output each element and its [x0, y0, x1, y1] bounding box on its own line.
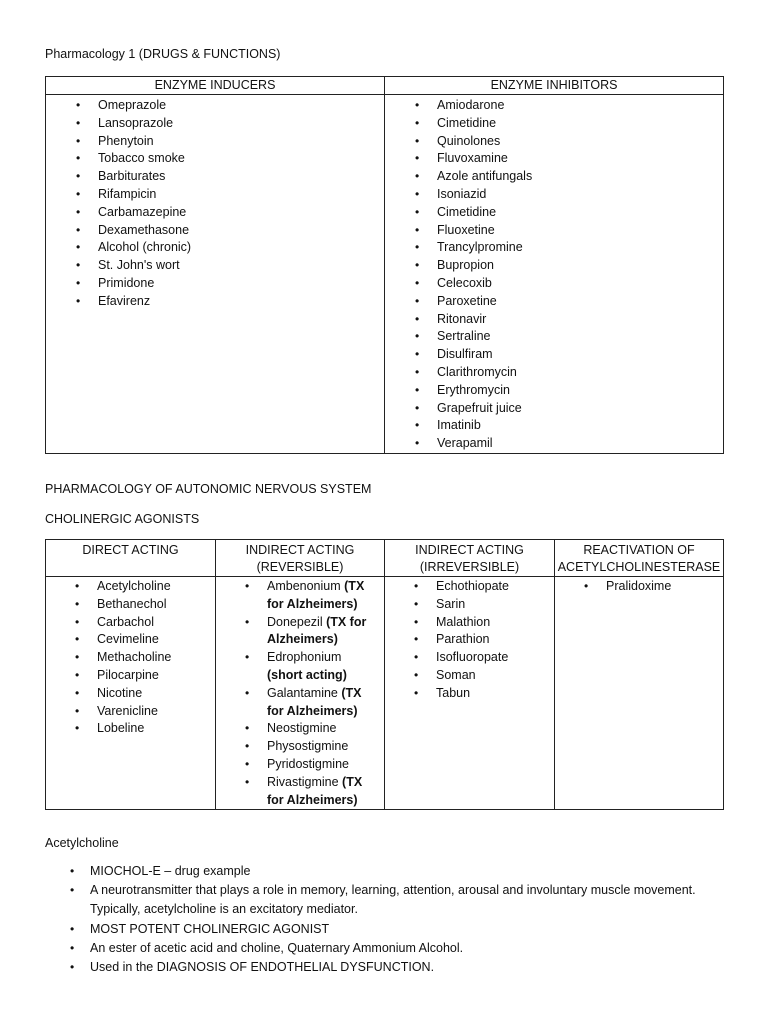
inducer-item: • Dexamethasone: [98, 222, 384, 240]
reversible-agent-item: [267, 578, 384, 614]
irreversible-agent-item: • Sarin: [436, 596, 554, 614]
enzyme-inducers-list: [46, 95, 384, 311]
direct-agonist-item: • Bethanechol: [97, 596, 215, 614]
acetylcholine-point: • MOST POTENT CHOLINERGIC AGONIST: [90, 920, 730, 939]
indirect-irreversible-header: INDIRECT ACTING (IRREVERSIBLE): [385, 540, 555, 577]
inducer-item: • Carbamazepine: [98, 204, 384, 222]
reversible-agent-item: [267, 756, 384, 774]
inhibitor-item: • Imatinib: [437, 417, 723, 435]
irreversible-agent-item: • Isofluoropate: [436, 649, 554, 667]
indirect-reversible-list: [216, 577, 384, 809]
drug-name: Neostigmine: [267, 721, 337, 736]
reactivator-item: • Pralidoxime: [606, 578, 723, 596]
direct-acting-header: DIRECT ACTING: [46, 540, 216, 577]
irreversible-agent-item: • Tabun: [436, 685, 554, 703]
inhibitor-item: • Paroxetine: [437, 293, 723, 311]
drug-note: (TX for Alzheimers): [267, 685, 362, 718]
inhibitor-item: • Cimetidine: [437, 115, 723, 133]
inhibitor-item: • Isoniazid: [437, 186, 723, 204]
inhibitor-item: • Cimetidine: [437, 204, 723, 222]
acetylcholine-point: • An ester of acetic acid and choline, Quaternary Ammonium Alcohol.: [90, 939, 730, 958]
ans-heading: PHARMACOLOGY OF AUTONOMIC NERVOUS SYSTEM: [45, 482, 372, 496]
indirect-irreversible-list: [385, 577, 554, 703]
drug-name: Galantamine: [267, 685, 338, 700]
inhibitor-item: • Fluoxetine: [437, 222, 723, 240]
irreversible-agent-item: • Parathion: [436, 631, 554, 649]
drug-note: (TX for Alzheimers): [267, 614, 367, 647]
reversible-agent-item: [267, 614, 384, 650]
irreversible-agent-item: • Echothiopate: [436, 578, 554, 596]
page-title: Pharmacology 1 (DRUGS & FUNCTIONS): [45, 47, 281, 61]
acetylcholine-point: • MIOCHOL-E – drug example: [90, 862, 730, 881]
inducer-item: • Phenytoin: [98, 133, 384, 151]
inhibitor-item: • Ritonavir: [437, 311, 723, 329]
inhibitor-item: • Erythromycin: [437, 382, 723, 400]
inhibitor-item: • Fluvoxamine: [437, 150, 723, 168]
acetylcholine-point: • A neurotransmitter that plays a role in memory, learning, attention, arousal and involuntary muscle movement. Typically, acetylcholine is an excitatory mediator.: [90, 881, 730, 919]
direct-agonist-item: • Cevimeline: [97, 631, 215, 649]
drug-name: Rivastigmine: [267, 774, 339, 789]
inducer-item: • Lansoprazole: [98, 115, 384, 133]
inducer-item: • Barbiturates: [98, 168, 384, 186]
direct-agonist-item: • Pilocarpine: [97, 667, 215, 685]
inhibitor-item: • Quinolones: [437, 133, 723, 151]
enzyme-inducers-cell: [46, 95, 385, 454]
inducer-item: • Primidone: [98, 275, 384, 293]
direct-agonist-item: • Carbachol: [97, 614, 215, 632]
enzyme-inhibitors-cell: [385, 95, 724, 454]
drug-name: Edrophonium: [267, 650, 342, 665]
inducer-item: • Efavirenz: [98, 293, 384, 311]
reactivation-list: [555, 577, 723, 596]
reversible-agent-item: [267, 685, 384, 721]
drug-note: (TX for Alzheimers): [267, 579, 365, 611]
reversible-agent-item: [267, 738, 384, 756]
inhibitor-item: • Sertraline: [437, 328, 723, 346]
direct-agonist-item: • Lobeline: [97, 720, 215, 738]
direct-agonist-item: • Acetylcholine: [97, 578, 215, 596]
enzyme-inhibitors-header: ENZYME INHIBITORS: [385, 77, 724, 95]
drug-name: Pyridostigmine: [267, 756, 349, 771]
reactivation-cell: [555, 577, 724, 810]
inhibitor-item: • Grapefruit juice: [437, 400, 723, 418]
inhibitor-item: • Clarithromycin: [437, 364, 723, 382]
acetylcholine-heading: Acetylcholine: [45, 836, 119, 850]
enzyme-inducers-header: ENZYME INDUCERS: [46, 77, 385, 95]
inhibitor-item: • Bupropion: [437, 257, 723, 275]
direct-acting-cell: [46, 577, 216, 810]
cholinergic-heading: CHOLINERGIC AGONISTS: [45, 512, 200, 526]
inhibitor-item: • Amiodarone: [437, 97, 723, 115]
enzyme-table: [45, 76, 724, 454]
reversible-agent-item: [267, 774, 384, 810]
reversible-agent-item: [267, 720, 384, 738]
indirect-reversible-header: INDIRECT ACTING (REVERSIBLE): [216, 540, 385, 577]
drug-name: Donepezil: [267, 614, 323, 629]
irreversible-agent-item: • Soman: [436, 667, 554, 685]
inhibitor-item: • Celecoxib: [437, 275, 723, 293]
direct-agonist-item: • Methacholine: [97, 649, 215, 667]
direct-agonist-item: • Varenicline: [97, 703, 215, 721]
drug-note: (TX for Alzheimers): [267, 774, 363, 807]
direct-acting-list: [46, 577, 215, 738]
reversible-agent-item: [267, 649, 384, 685]
inducer-item: • Tobacco smoke: [98, 150, 384, 168]
cholinergic-agonists-table: [45, 539, 724, 810]
indirect-irreversible-cell: [385, 577, 555, 810]
inducer-item: • Omeprazole: [98, 97, 384, 115]
enzyme-inhibitors-list: [385, 95, 723, 453]
acetylcholine-points: [90, 862, 730, 977]
inhibitor-item: • Disulfiram: [437, 346, 723, 364]
inducer-item: • Rifampicin: [98, 186, 384, 204]
drug-name: Physostigmine: [267, 739, 349, 754]
drug-note: (short acting): [267, 667, 347, 682]
inducer-item: • Alcohol (chronic): [98, 239, 384, 257]
inhibitor-item: • Verapamil: [437, 435, 723, 453]
drug-name: Ambenonium: [267, 579, 341, 593]
inhibitor-item: • Azole antifungals: [437, 168, 723, 186]
irreversible-agent-item: • Malathion: [436, 614, 554, 632]
direct-agonist-item: • Nicotine: [97, 685, 215, 703]
acetylcholine-point: • Used in the DIAGNOSIS OF ENDOTHELIAL DYSFUNCTION.: [90, 958, 730, 977]
inducer-item: • St. John's wort: [98, 257, 384, 275]
inhibitor-item: • Trancylpromine: [437, 239, 723, 257]
indirect-reversible-cell: [216, 577, 385, 810]
reactivation-header: REACTIVATION OF ACETYLCHOLINESTERASE: [555, 540, 724, 577]
